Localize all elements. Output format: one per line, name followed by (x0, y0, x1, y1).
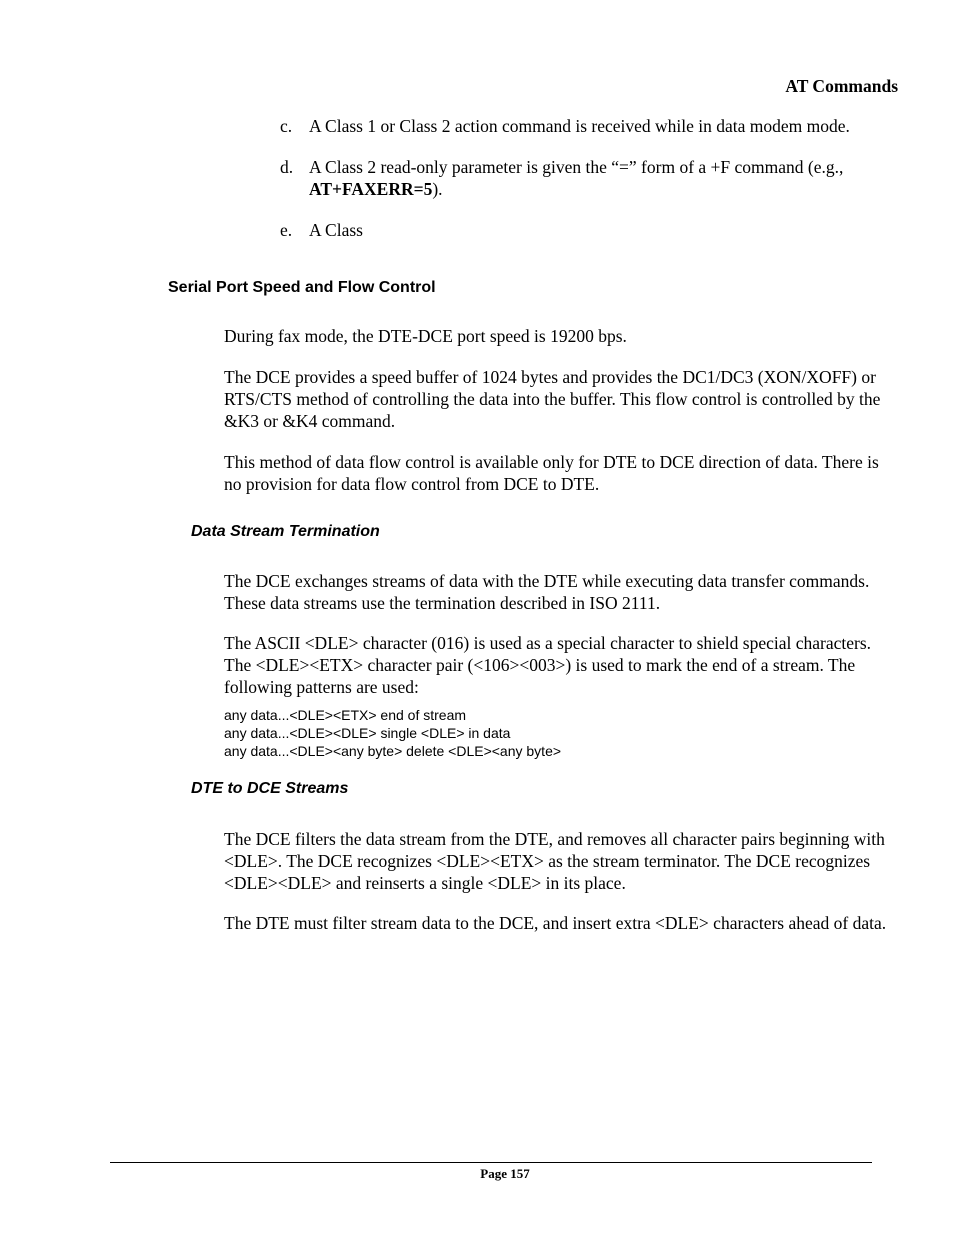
subsection-heading-termination: Data Stream Termination (191, 523, 380, 540)
list-text-c: A Class 1 or Class 2 action command is received while in data modem mode. (309, 116, 850, 136)
command-example: AT+FAXERR=5 (309, 179, 433, 199)
list-text-d (309, 156, 899, 200)
page-number: Page 157 (480, 1166, 530, 1181)
list-text-e: A Class (309, 220, 363, 240)
paragraph-serial-1: During fax mode, the DTE-DCE port speed is 19200 bps. (224, 326, 627, 346)
paragraph-termination-1: The DCE exchanges streams of data with the DTE while executing data transfer commands. These data streams use the termination described in ISO 2111. (224, 571, 870, 613)
paragraph-termination-2: The ASCII <DLE> character (016) is used as a special character to shield special characters. The <DLE><ETX> character pair (<106><003>) is used to mark the end of a stream. The following patterns are used: (224, 633, 872, 697)
list-marker-c: c. (280, 116, 293, 136)
running-header-title: AT Commands (785, 76, 898, 96)
section-heading-serial: Serial Port Speed and Flow Control (168, 279, 436, 296)
paragraph-dte-1: The DCE filters the data stream from the DTE, and removes all character pairs beginning with <DLE>. The DCE recognizes <DLE><ETX> as the stream terminator. The DCE recognizes <DLE><DLE> and reinserts a single <DLE> in its place. (224, 829, 885, 893)
paragraph-serial-2: The DCE provides a speed buffer of 1024 bytes and provides the DC1/DC3 (XON/XOFF) or RTS/CTS method of controlling the data into the buffer. This flow control is controlled by the &K3 or &K4 command. (224, 367, 881, 431)
list-text-d-lead: A Class 2 read-only parameter is given the “=” form of a +F command (e.g., (309, 157, 844, 177)
list-marker-e: e. (280, 220, 293, 240)
list-marker-d: d. (280, 157, 294, 177)
pattern-line-delete: any data...<DLE><any byte> delete <DLE><any byte> (224, 743, 562, 759)
pattern-line-end-of-stream: any data...<DLE><ETX> end of stream (224, 707, 467, 723)
paragraph-dte-2: The DTE must filter stream data to the DCE, and insert extra <DLE> characters ahead of data. (224, 913, 887, 933)
paragraph-serial-3: This method of data flow control is available only for DTE to DCE direction of data. There is no provision for data flow control from DCE to DTE. (224, 452, 879, 494)
pattern-line-single-dle: any data...<DLE><DLE> single <DLE> in data (224, 725, 511, 741)
footer-rule (110, 1162, 872, 1163)
subsection-heading-dte: DTE to DCE Streams (191, 780, 349, 797)
list-text-d-tail: ). (432, 179, 443, 199)
